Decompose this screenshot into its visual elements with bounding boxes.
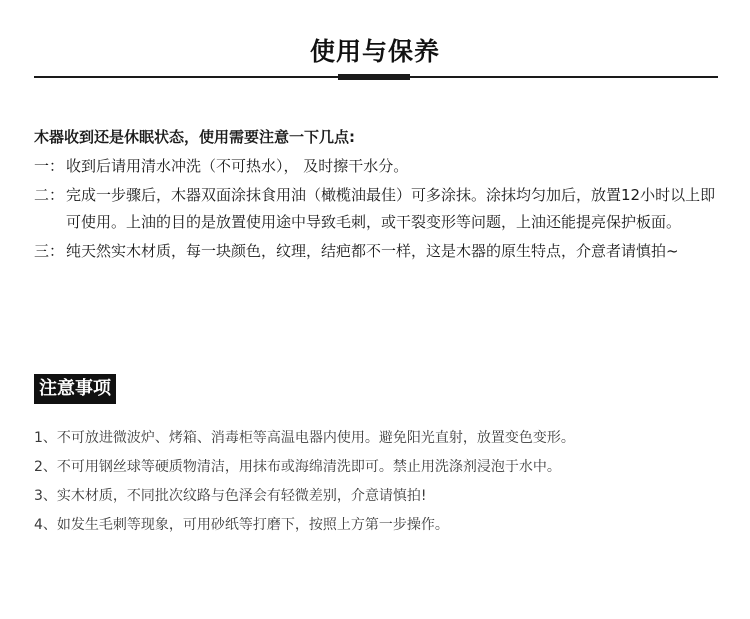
care-item-text: 收到后请用清水冲洗（不可热水）， 及时擦干水分。: [66, 157, 409, 175]
care-item-text: 完成一步骤后，木器双面涂抹食用油（橄榄油最佳）可多涂抹。涂抹均匀加后，放置12小时以上即可使用。上油的目的是放置使用途中导致毛刺，或干裂变形等问题，上油还能提亮保护板面。: [66, 186, 716, 231]
care-item: [34, 238, 724, 265]
care-item-number: 二：: [34, 186, 65, 204]
care-item: [34, 182, 724, 236]
notice-list: [34, 424, 724, 540]
notice-item: 4、如发生毛刺等现象，可用砂纸等打磨下，按照上方第一步操作。: [34, 517, 449, 533]
notice-heading: 注意事项: [34, 374, 116, 404]
care-item-number: 一：: [34, 157, 65, 175]
page-title: 使用与保养: [309, 37, 440, 66]
care-section: [34, 124, 724, 265]
care-intro: 木器收到还是休眠状态，使用需要注意一下几点:: [34, 128, 356, 146]
care-item-number: 三：: [34, 242, 65, 260]
notice-item: 3、实木材质，不同批次纹路与色泽会有轻微差别，介意请慎拍!: [34, 488, 427, 504]
notice-item: 1、不可放进微波炉、烤箱、消毒柜等高温电器内使用。避免阳光直射，放置变色变形。: [34, 430, 575, 446]
title-divider-accent: [338, 74, 410, 80]
care-item-text: 纯天然实木材质，每一块颜色，纹理，结疤都不一样，这是木器的原生特点，介意者请慎拍~: [66, 242, 679, 260]
care-item: [34, 153, 724, 180]
notice-item: 2、不可用钢丝球等硬质物清洁，用抹布或海绵清洗即可。禁止用洗涤剂浸泡于水中。: [34, 459, 561, 475]
